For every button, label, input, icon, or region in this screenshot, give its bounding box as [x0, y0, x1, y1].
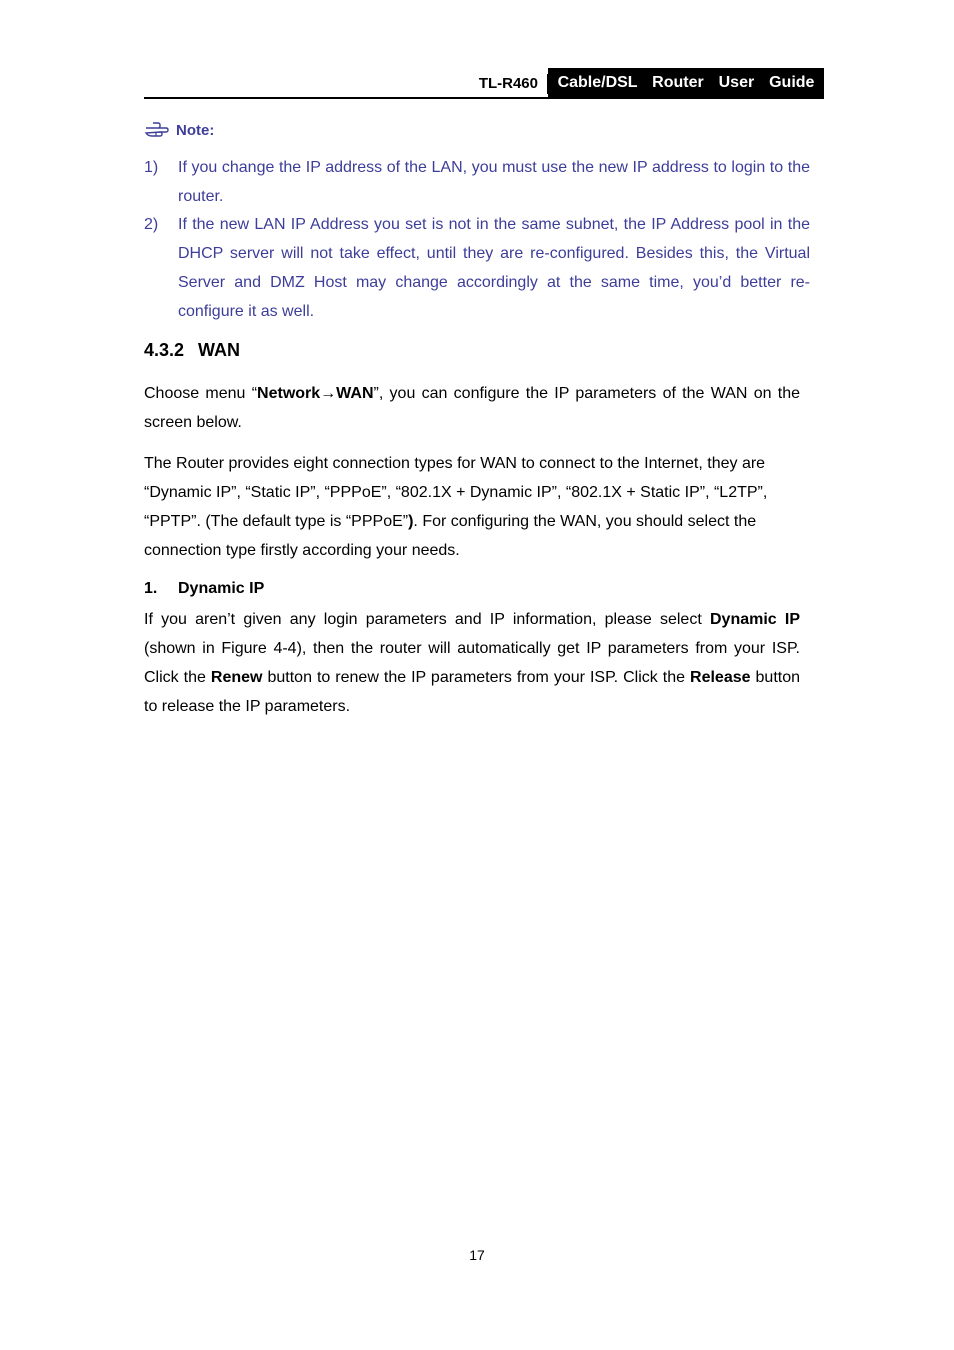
note-item-text: If the new LAN IP Address you set is not in the same subnet, the IP Address pool in the DHCP server will not take effect, until they are re-configured. Besides this, the Virtual Server and DMZ Host may change accordingly at the same time, you’d better re-configure it as well.	[178, 216, 810, 320]
text-run: Choose menu “	[144, 385, 258, 402]
section-title: WAN	[198, 340, 241, 360]
page-header	[144, 68, 824, 99]
text-run-bold: )	[408, 513, 414, 530]
text-run: (shown in Figure 4-4), then the router will automatically get IP parameters from your ISP. Click the	[144, 640, 800, 686]
note-item	[144, 153, 810, 211]
note-item-number: 2)	[144, 216, 159, 233]
text-run-bold: Renew	[210, 669, 263, 686]
text-run-bold: Dynamic IP	[709, 611, 800, 628]
menu-network: Network	[257, 385, 321, 402]
text-run: ”, you can configure the IP parameters of the WAN on the screen below.	[144, 385, 801, 431]
pointing-hand-icon	[144, 122, 170, 138]
note-item-text: If you change the IP address of the LAN, you must use the new IP address to login to the router.	[178, 159, 810, 205]
text-run: button to release the IP parameters.	[144, 669, 801, 715]
text-run: . For configuring the WAN, you should select the connection type firstly according your needs.	[144, 513, 757, 559]
menu-arrow: →	[320, 385, 337, 402]
model-name: TL-R460	[478, 75, 538, 92]
paragraph-menu	[144, 379, 800, 437]
paragraph-dynamic-ip	[144, 605, 800, 721]
menu-wan: WAN	[336, 385, 374, 402]
note-item-number: 1)	[144, 159, 159, 176]
subsection-title: Dynamic IP	[178, 580, 265, 597]
section-heading	[144, 340, 240, 361]
text-run: If you aren’t given any login parameters and IP information, please select	[144, 611, 710, 628]
subsection-number: 1.	[144, 580, 158, 597]
note-title: Note:	[176, 122, 215, 139]
page-number: 17	[469, 1247, 485, 1263]
paragraph-connection-types	[144, 449, 804, 565]
section-number: 4.3.2	[144, 340, 185, 360]
text-run: The Router provides eight connection types for WAN to connect to the Internet, they are “Dynamic IP”, “Static IP”, “PPPoE”, “802.1X + Dynamic IP”, “802.1X + Static IP”, “L2TP”, “PPTP”. (The default type is “PPPoE”	[144, 455, 768, 530]
note-heading	[144, 122, 214, 139]
note-item	[144, 210, 810, 326]
subsection-heading	[144, 580, 264, 598]
text-run: button to renew the IP parameters from your ISP. Click the	[262, 669, 691, 686]
text-run-bold: Release	[690, 669, 751, 686]
guide-title: Cable/DSL Router User Guide	[548, 68, 824, 97]
